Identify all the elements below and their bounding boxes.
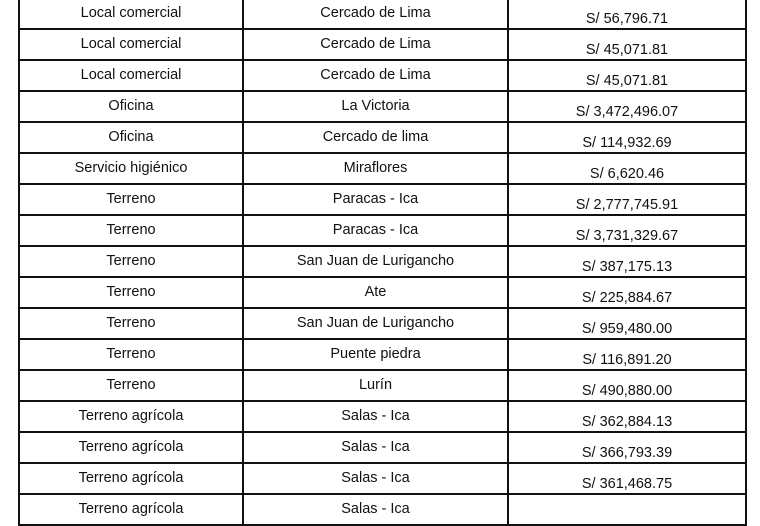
property-location-cell: Puente piedra — [243, 339, 508, 370]
table-row — [19, 432, 746, 463]
property-type-cell: Terreno — [19, 308, 243, 339]
table-row — [19, 122, 746, 153]
table-row — [19, 215, 746, 246]
property-type-cell: Terreno agrícola — [19, 463, 243, 494]
property-amount-cell: S/ 225,884.67 — [508, 277, 746, 308]
property-type-cell: Oficina — [19, 91, 243, 122]
property-type-cell: Terreno agrícola — [19, 494, 243, 525]
table-row — [19, 277, 746, 308]
property-type-cell: Local comercial — [19, 0, 243, 29]
table-row — [19, 184, 746, 215]
table-row — [19, 0, 746, 29]
property-type-cell: Servicio higiénico — [19, 153, 243, 184]
table-row — [19, 401, 746, 432]
property-location-cell: Paracas - Ica — [243, 215, 508, 246]
property-amount-cell: S/ 490,880.00 — [508, 370, 746, 401]
property-type-cell: Terreno — [19, 215, 243, 246]
property-location-cell: Cercado de Lima — [243, 29, 508, 60]
property-type-cell: Terreno — [19, 184, 243, 215]
property-amount-cell: S/ 3,731,329.67 — [508, 215, 746, 246]
table-row — [19, 370, 746, 401]
property-amount-cell: S/ 362,884.13 — [508, 401, 746, 432]
property-location-cell: Cercado de Lima — [243, 60, 508, 91]
property-type-cell: Oficina — [19, 122, 243, 153]
property-location-cell: Salas - Ica — [243, 494, 508, 525]
property-amount-cell: S/ 56,796.71 — [508, 0, 746, 29]
property-table — [18, 0, 747, 526]
property-type-cell: Terreno agrícola — [19, 401, 243, 432]
property-amount-cell: S/ 3,472,496.07 — [508, 91, 746, 122]
property-amount-cell: S/ 387,175.13 — [508, 246, 746, 277]
property-type-cell: Local comercial — [19, 29, 243, 60]
property-amount-cell: S/ 114,932.69 — [508, 122, 746, 153]
property-location-cell: La Victoria — [243, 91, 508, 122]
property-location-cell: San Juan de Lurigancho — [243, 246, 508, 277]
property-location-cell: Salas - Ica — [243, 432, 508, 463]
table-row — [19, 153, 746, 184]
table-row — [19, 494, 746, 525]
property-amount-cell: S/ 2,777,745.91 — [508, 184, 746, 215]
property-type-cell: Terreno — [19, 339, 243, 370]
property-location-cell: Cercado de Lima — [243, 0, 508, 29]
property-amount-cell — [508, 494, 746, 525]
property-location-cell: Miraflores — [243, 153, 508, 184]
table-row — [19, 91, 746, 122]
table-row — [19, 246, 746, 277]
property-amount-cell: S/ 45,071.81 — [508, 29, 746, 60]
property-location-cell: Lurín — [243, 370, 508, 401]
property-location-cell: Paracas - Ica — [243, 184, 508, 215]
property-type-cell: Terreno — [19, 277, 243, 308]
property-amount-cell: S/ 6,620.46 — [508, 153, 746, 184]
property-location-cell: Salas - Ica — [243, 401, 508, 432]
property-table-body — [19, 0, 746, 525]
property-amount-cell: S/ 366,793.39 — [508, 432, 746, 463]
property-location-cell: Ate — [243, 277, 508, 308]
property-amount-cell: S/ 959,480.00 — [508, 308, 746, 339]
property-amount-cell: S/ 116,891.20 — [508, 339, 746, 370]
property-type-cell: Local comercial — [19, 60, 243, 91]
property-amount-cell: S/ 45,071.81 — [508, 60, 746, 91]
property-location-cell: Cercado de lima — [243, 122, 508, 153]
property-location-cell: San Juan de Lurigancho — [243, 308, 508, 339]
table-row — [19, 463, 746, 494]
property-type-cell: Terreno — [19, 370, 243, 401]
table-row — [19, 339, 746, 370]
property-type-cell: Terreno — [19, 246, 243, 277]
property-amount-cell: S/ 361,468.75 — [508, 463, 746, 494]
property-type-cell: Terreno agrícola — [19, 432, 243, 463]
table-row — [19, 29, 746, 60]
property-location-cell: Salas - Ica — [243, 463, 508, 494]
table-row — [19, 308, 746, 339]
table-row — [19, 60, 746, 91]
